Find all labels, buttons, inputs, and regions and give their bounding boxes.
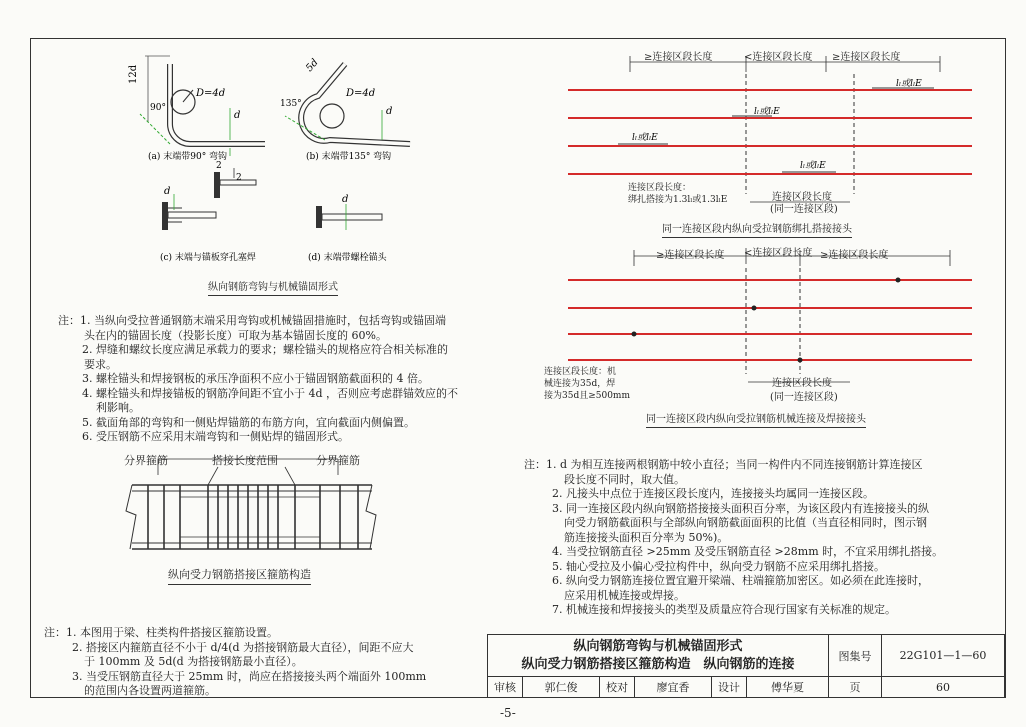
caption-b: (b) 末端带135° 弯钩 <box>306 152 392 162</box>
label-5d: 5d <box>304 57 321 75</box>
lap-dim-mid: <连接区段长度 <box>744 52 813 63</box>
label-90deg: 90° <box>150 103 166 113</box>
lap-label-1: lₗ或lₗE <box>896 79 922 89</box>
lap-zone-2: (同一连接区段) <box>770 204 838 215</box>
note-anchor-4: 4. 螺栓锚头和焊接锚板的钢筋净间距不宜小于 4d ，否则应考虑群锚效应的不 <box>82 386 459 400</box>
lap-dim-left: ≥连接区段长度 <box>644 52 713 63</box>
label-d-d: d <box>342 194 349 205</box>
notes-right-prefix: 注： <box>524 458 546 471</box>
label-d-b: d <box>386 106 393 117</box>
notes-anchor <box>58 314 498 445</box>
label-2-a: 2 <box>216 161 222 171</box>
lap-label-4: lₗ或lₗE <box>800 161 826 171</box>
note-anchor-1b: 头在内的锚固长度（投影长度）可取为基本锚固长度的 60%。 <box>84 328 387 342</box>
caption-d: (d) 末端带螺栓锚头 <box>308 253 387 263</box>
check-label: 校对 <box>600 677 635 698</box>
mech-left-2: 械连接为35d，焊 <box>544 379 616 389</box>
anchor-plate-drawing <box>162 168 256 230</box>
stirrup-label-mid: 搭接长度范围 <box>212 454 278 467</box>
note-stirrup-2b: 于 100mm 及 5d(d 为搭接钢筋最小直径）。 <box>84 655 303 668</box>
title-block <box>487 634 1005 698</box>
note-right-6: 6. 纵向受力钢筋连接位置宜避开梁端、柱端箍筋加密区。如必须在此连接时， <box>552 574 929 587</box>
design-name: 傅华夏 <box>747 677 829 698</box>
note-right-6b: 应采用机械连接或焊接。 <box>564 588 685 602</box>
note-right-3b: 向受力钢筋截面积与全部纵向钢筋截面面积的比值（当直径相同时，图示钢 <box>564 516 927 529</box>
note-anchor-1: 1. 当纵向受拉普通钢筋末端采用弯钩或机械锚固措施时，包括弯钩或锚固端 <box>80 314 446 327</box>
note-anchor-4b: 利影响。 <box>96 401 140 414</box>
design-label: 设计 <box>712 677 747 698</box>
caption-a: (a) 末端带90° 弯钩 <box>148 152 228 162</box>
figure-title-stirrup: 纵向受力钢筋搭接区箍筋构造 <box>168 566 311 585</box>
figure-title-hook: 纵向钢筋弯钩与机械锚固形式 <box>208 278 338 296</box>
mech-dim-mid: <连接区段长度 <box>744 248 813 259</box>
review-label: 审核 <box>488 677 523 698</box>
page-label: 页 <box>829 677 882 698</box>
lap-text-2: 绑扎搭接为1.3lₗ或1.3lₗE <box>628 195 728 205</box>
mech-dim-left: ≥连接区段长度 <box>656 250 725 261</box>
note-right-3c: 筋连接接头面积百分率为 50%)。 <box>564 530 729 544</box>
notes-anchor-prefix: 注： <box>58 314 80 327</box>
lap-text-1: 连接区段长度： <box>628 183 692 193</box>
atlas-label: 图集号 <box>829 635 882 677</box>
review-name: 郭仁俊 <box>523 677 600 698</box>
atlas-number: 22G101—1—60 <box>882 635 1005 677</box>
label-D4d-a: D=4d <box>196 88 226 99</box>
note-right-1: 1. d 为相互连接两根钢筋中较小直径；当同一构件内不同连接钢筋计算连接区 <box>546 458 923 471</box>
note-stirrup-3: 3. 当受压钢筋直径大于 25mm 时，尚应在搭接接头两个端面外 100mm <box>72 669 427 683</box>
label-d-a: d <box>234 110 241 121</box>
page-footer: -5- <box>500 706 516 720</box>
note-right-5: 5. 轴心受拉及小偏心受拉构件中，纵向受力钢筋不应采用绑扎搭接。 <box>552 559 885 573</box>
lap-dim-right: ≥连接区段长度 <box>832 52 901 63</box>
label-2-b: 2 <box>236 173 242 183</box>
hook-135-drawing <box>285 64 410 144</box>
title-line-1: 纵向钢筋弯钩与机械锚固形式 <box>573 638 743 654</box>
note-right-3: 3. 同一连接区段内纵向钢筋搭接接头面积百分率，为该区段内有连接接头的纵 <box>552 501 929 515</box>
notes-stirrup <box>44 626 464 699</box>
note-right-7: 7. 机械连接和焊接接头的类型及质量应符合现行国家有关标准的规定。 <box>552 603 896 616</box>
page-number: 60 <box>882 677 1005 698</box>
notes-stirrup-prefix: 注： <box>44 626 66 639</box>
check-name: 廖宜香 <box>635 677 712 698</box>
lap-label-2: lₗ或lₗE <box>754 107 780 117</box>
bolt-anchor-drawing <box>316 204 382 230</box>
note-right-4: 4. 当受拉钢筋直径 >25mm 及受压钢筋直径 >28mm 时，不宜采用绑扎搭接。 <box>552 545 944 558</box>
label-12d: 12d <box>128 64 139 84</box>
mech-zone-2: (同一连接区段) <box>770 392 838 403</box>
title-block-title <box>488 635 829 677</box>
note-stirrup-3b: 的范围内各设置两道箍筋。 <box>84 684 216 697</box>
note-stirrup-1: 1. 本图用于梁、柱类构件搭接区箍筋设置。 <box>66 626 278 639</box>
note-stirrup-2: 2. 搭接区内箍筋直径不小于 d/4(d 为搭接钢筋最大直径），间距不应大 <box>72 640 414 654</box>
figure-title-mech: 同一连接区段内纵向受拉钢筋机械连接及焊接接头 <box>646 410 866 428</box>
mech-dim-right: ≥连接区段长度 <box>820 250 889 261</box>
mech-left-1: 连接区段长度：机 <box>544 367 617 377</box>
hook-anchor-figure <box>130 44 430 284</box>
caption-c: (c) 末端与锚板穿孔塞焊 <box>160 253 256 263</box>
notes-right <box>524 458 994 618</box>
title-line-2: 纵向受力钢筋搭接区箍筋构造 纵向钢筋的连接 <box>521 656 795 672</box>
note-anchor-5: 5. 截面角部的弯钩和一侧贴焊锚筋的布筋方向，宜向截面内侧偏置。 <box>82 415 415 429</box>
note-anchor-3: 3. 螺栓锚头和焊接钢板的承压净面积不应小于锚固钢筋截面积的 4 倍。 <box>82 372 429 385</box>
mech-left-3: 接为35d且≥500mm <box>544 391 631 401</box>
label-135deg: 135° <box>280 99 302 109</box>
lap-zone-1: 连接区段长度 <box>772 192 832 203</box>
note-right-2: 2. 凡接头中点位于连接区段长度内，连接接头均属同一连接区段。 <box>552 487 874 500</box>
label-d-c: d <box>164 186 171 197</box>
lap-label-3: lₗ或lₗE <box>632 133 658 143</box>
note-anchor-6: 6. 受压钢筋不应采用末端弯钩和一侧贴焊的锚固形式。 <box>82 430 349 443</box>
mech-zone-1: 连接区段长度 <box>772 378 832 389</box>
stirrup-label-left: 分界箍筋 <box>124 454 168 467</box>
note-anchor-2b: 要求。 <box>84 357 117 371</box>
note-right-1b: 段长度不同时，取大值。 <box>564 472 685 486</box>
stirrup-label-right: 分界箍筋 <box>316 454 360 467</box>
figure-title-lap: 同一连接区段内纵向受拉钢筋绑扎搭接接头 <box>662 220 852 238</box>
note-anchor-2: 2. 焊缝和螺纹长度应满足承载力的要求；螺栓锚头的规格应符合相关标准的 <box>82 343 448 356</box>
label-D4d-b: D=4d <box>346 88 376 99</box>
